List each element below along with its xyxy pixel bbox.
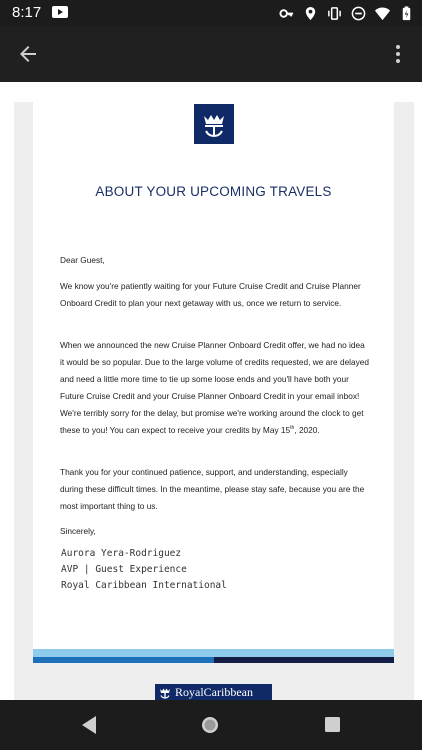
dnd-icon bbox=[351, 6, 366, 21]
status-icons bbox=[279, 4, 414, 22]
signature-title: AVP | Guest Experience bbox=[61, 564, 187, 575]
status-bar bbox=[0, 0, 422, 26]
signature-name: Aurora Yera-Rodriguez bbox=[61, 548, 182, 559]
paragraph-1: We know you're patiently waiting for your Future Cruise Credit and Cruise Planner Onboard Credit to plan your next getaway with us, once we return to service. bbox=[60, 281, 361, 308]
navigation-bar bbox=[0, 700, 422, 750]
app-bar bbox=[0, 26, 422, 82]
paragraph-2-sup: th bbox=[290, 425, 295, 432]
battery-icon bbox=[399, 6, 414, 21]
arrow-back-icon[interactable] bbox=[16, 42, 40, 66]
footer-logo bbox=[155, 684, 272, 700]
status-time: 8:17 bbox=[12, 4, 42, 21]
closing-text: Sincerely, bbox=[60, 526, 96, 536]
stripe-light bbox=[33, 649, 394, 657]
paragraph-3: Thank you for your continued patience, support, and understanding, especially during these difficult times. In the meantime, please stay safe, because you are the most important thing to us. bbox=[60, 467, 365, 511]
paragraph-2 bbox=[60, 337, 370, 439]
email-content[interactable] bbox=[0, 82, 422, 700]
signature-company: Royal Caribbean International bbox=[61, 580, 227, 591]
more-vert-icon[interactable] bbox=[386, 42, 410, 66]
crown-anchor-small-icon bbox=[158, 686, 172, 700]
nav-back-icon[interactable] bbox=[80, 715, 98, 735]
nav-recents-icon[interactable] bbox=[324, 716, 341, 733]
nav-home-icon[interactable] bbox=[200, 715, 220, 735]
stripe-dark bbox=[214, 657, 394, 663]
location-icon bbox=[303, 6, 318, 21]
paragraph-2-end: , 2020. bbox=[294, 425, 320, 435]
email-heading: ABOUT YOUR UPCOMING TRAVELS bbox=[95, 184, 332, 199]
greeting-text: Dear Guest, bbox=[60, 255, 105, 265]
wifi-icon bbox=[375, 6, 390, 21]
paragraph-2-main: When we announced the new Cruise Planner Onboard Credit offer, we had no idea it would be so popular. Due to the large volume of credits requested, we are delayed and need a little more time to tie up some loose ends and you'll have both your Future Cruise Credit and your Cruise Planner Onboard Credit in your email inbox! We're terribly sorry for the delay, but promise we're working around the clock to get these to you! You can expect to receive your credits by May 15 bbox=[60, 340, 370, 435]
crown-anchor-logo-icon bbox=[194, 104, 234, 144]
footer-logo-text: RoyalCaribbean bbox=[175, 685, 253, 699]
youtube-icon bbox=[52, 6, 68, 18]
key-icon bbox=[279, 6, 294, 21]
vibrate-icon bbox=[327, 6, 342, 21]
stripe-mid bbox=[33, 657, 214, 663]
